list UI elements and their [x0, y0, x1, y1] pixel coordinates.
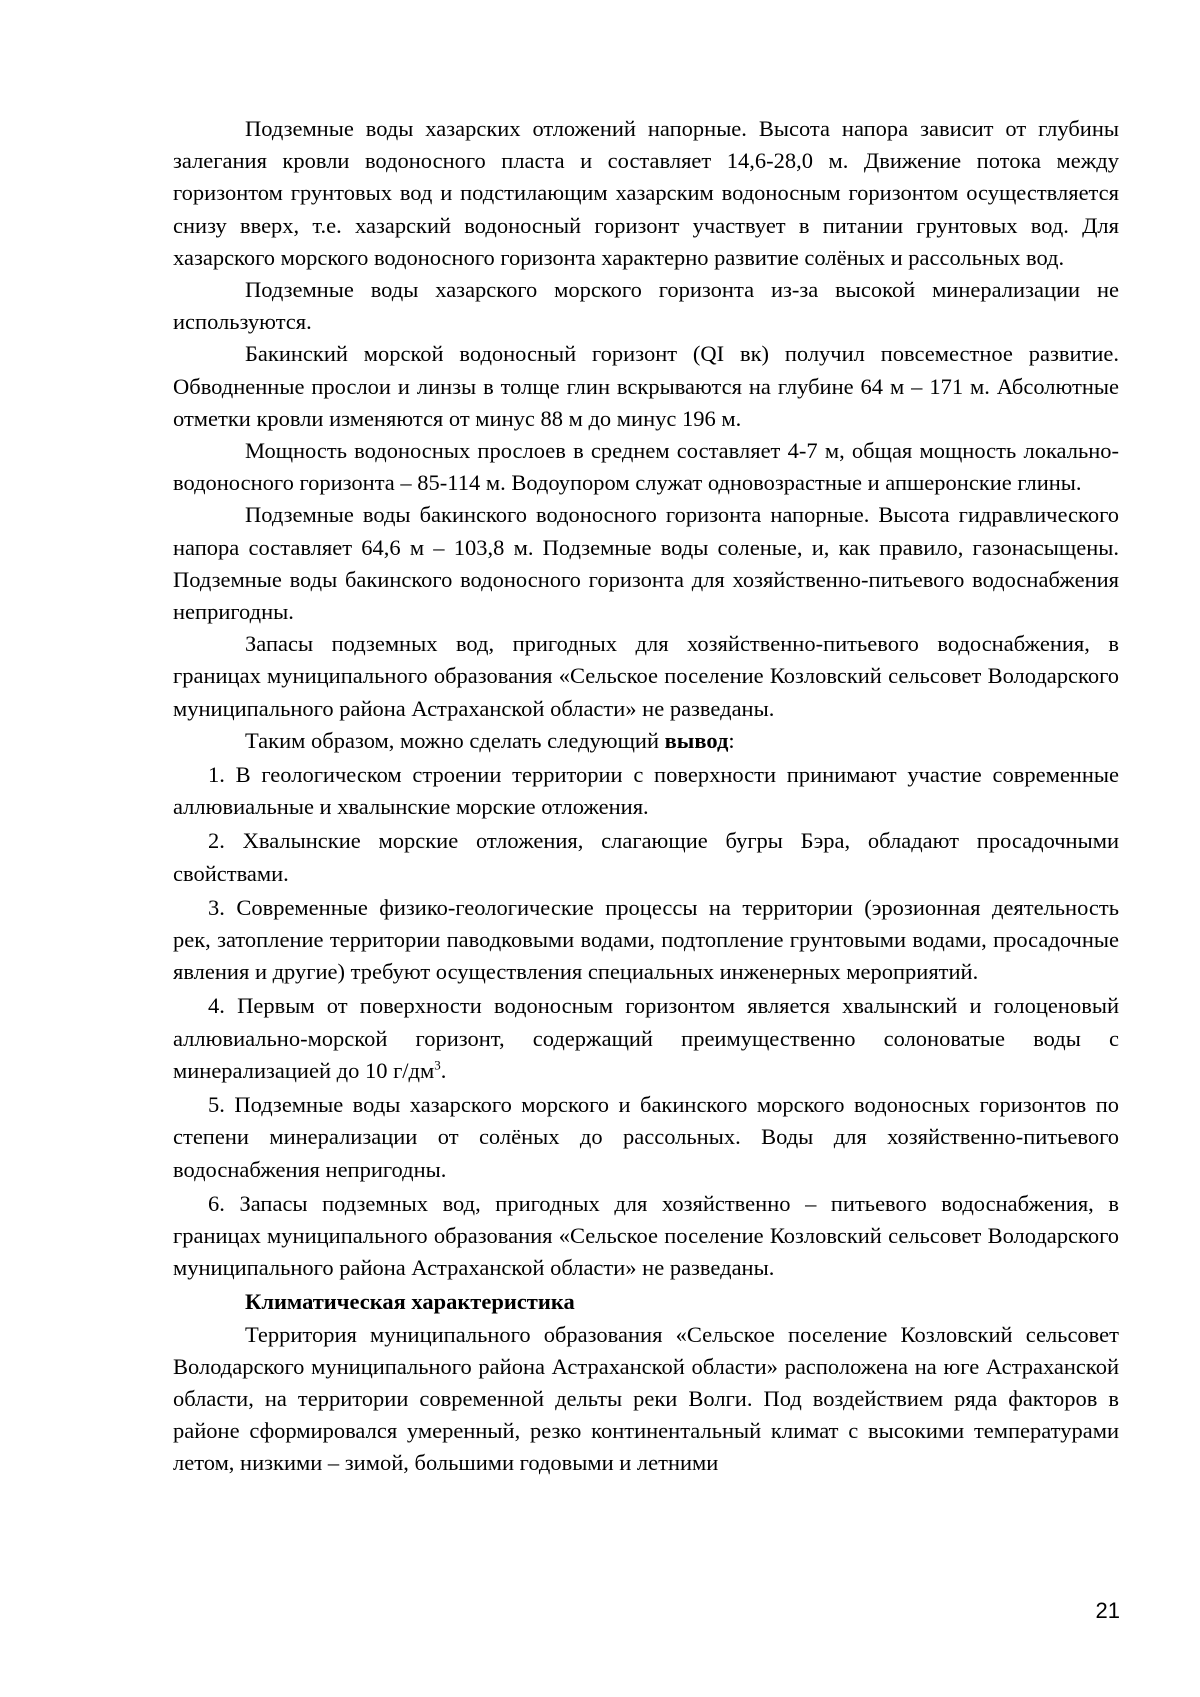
conclusion-word: вывод	[664, 727, 729, 753]
conclusion-colon: :	[728, 727, 735, 753]
list-item-3: 3. Современные физико-геологические процессы на территории (эрозионная деятельность рек, затопление территории паводковыми водами, подтопление грунтовыми водами, просадочные явления и другие) требуют осуществления специальных инженерных мероприятий.	[173, 894, 1119, 985]
paragraph-conclusion-intro	[173, 725, 1119, 757]
list-item-4	[173, 990, 1119, 1087]
paragraph-layer-thickness: Мощность водоносных прослоев в среднем составляет 4-7 м, общая мощность локально-водоносного горизонта – 85-114 м. Водоупором служат одновозрастные и апшеронские глины.	[173, 438, 1119, 496]
section-heading-climate: Климатическая характеристика	[245, 1289, 575, 1315]
page-number: 21	[1095, 1598, 1120, 1623]
superscript-3: 3	[434, 1057, 441, 1073]
list-item-5: 5. Подземные воды хазарского морского и бакинского морского водоносных горизонтов по степени минерализации от солёных до рассольных. Воды для хозяйственно-питьевого водоснабжения непригодны.	[173, 1092, 1119, 1182]
conclusion-intro-text: Таким образом, можно сделать следующий	[245, 727, 665, 753]
list-item-2: 2. Хвалынские морские отложения, слагающие бугры Бэра, обладают просадочными свойствами.	[173, 828, 1119, 886]
list-item-6: 6. Запасы подземных вод, пригодных для хозяйственно – питьевого водоснабжения, в границах муниципального образования «Сельское поселение Козловский сельсовет Володарского муниципального района Астраханской области» не разведаны.	[173, 1190, 1119, 1281]
paragraph-hazar-not-used: Подземные воды хазарского морского горизонта из-за высокой минерализации не используются.	[173, 277, 1119, 335]
paragraph-baku-pressure: Подземные воды бакинского водоносного горизонта напорные. Высота гидравлического напора составляет 64,6 м – 103,8 м. Подземные воды соленые, и, как правило, газонасыщены. Подземные воды бакинского водоносного горизонта для хозяйственно-питьевого водоснабжения непригодны.	[173, 502, 1119, 625]
paragraph-baku-horizon: Бакинский морской водоносный горизонт (QI вк) получил повсеместное развитие. Обводненные прослои и линзы в толще глин вскрываются на глубине 64 м – 171 м. Абсолютные отметки кровли изменяются от минус 88 м до минус 196 м.	[173, 341, 1119, 431]
document-body	[173, 113, 1119, 1480]
paragraph-climate: Территория муниципального образования «Сельское поселение Козловский сельсовет Володарского муниципального района Астраханской области» расположена на юге Астраханской области, на территории современной дельты реки Волги. Под воздействием ряда факторов в районе сформировался умеренный, резко континентальный климат с высокими температурами летом, низкими – зимой, большими годовыми и летними	[173, 1321, 1119, 1476]
paragraph-reserves: Запасы подземных вод, пригодных для хозяйственно-питьевого водоснабжения, в границах муниципального образования «Сельское поселение Козловский сельсовет Володарского муниципального района Астраханской области» не разведаны.	[173, 631, 1119, 721]
list-item-4-text: 4. Первым от поверхности водоносным горизонтом является хвалынский и голоценовый аллювиально-морской горизонт, содержащий преимущественно солоноватые воды с минерализацией до 10 г/дм	[173, 993, 1119, 1083]
paragraph-hazar-groundwater: Подземные воды хазарских отложений напорные. Высота напора зависит от глубины залегания кровли водоносного пласта и составляет 14,6-28,0 м. Движение потока между горизонтом грунтовых вод и подстилающим хазарским водоносным горизонтом осуществляется снизу вверх, т.е. хазарский водоносный горизонт участвует в питании грунтовых вод. Для хазарского морского водоносного горизонта характерно развитие солёных и рассольных вод.	[173, 116, 1119, 270]
list-item-4-end: .	[440, 1057, 447, 1083]
list-item-1: 1. В геологическом строении территории с поверхности принимают участие современные аллювиальные и хвалынские морские отложения.	[173, 762, 1119, 820]
